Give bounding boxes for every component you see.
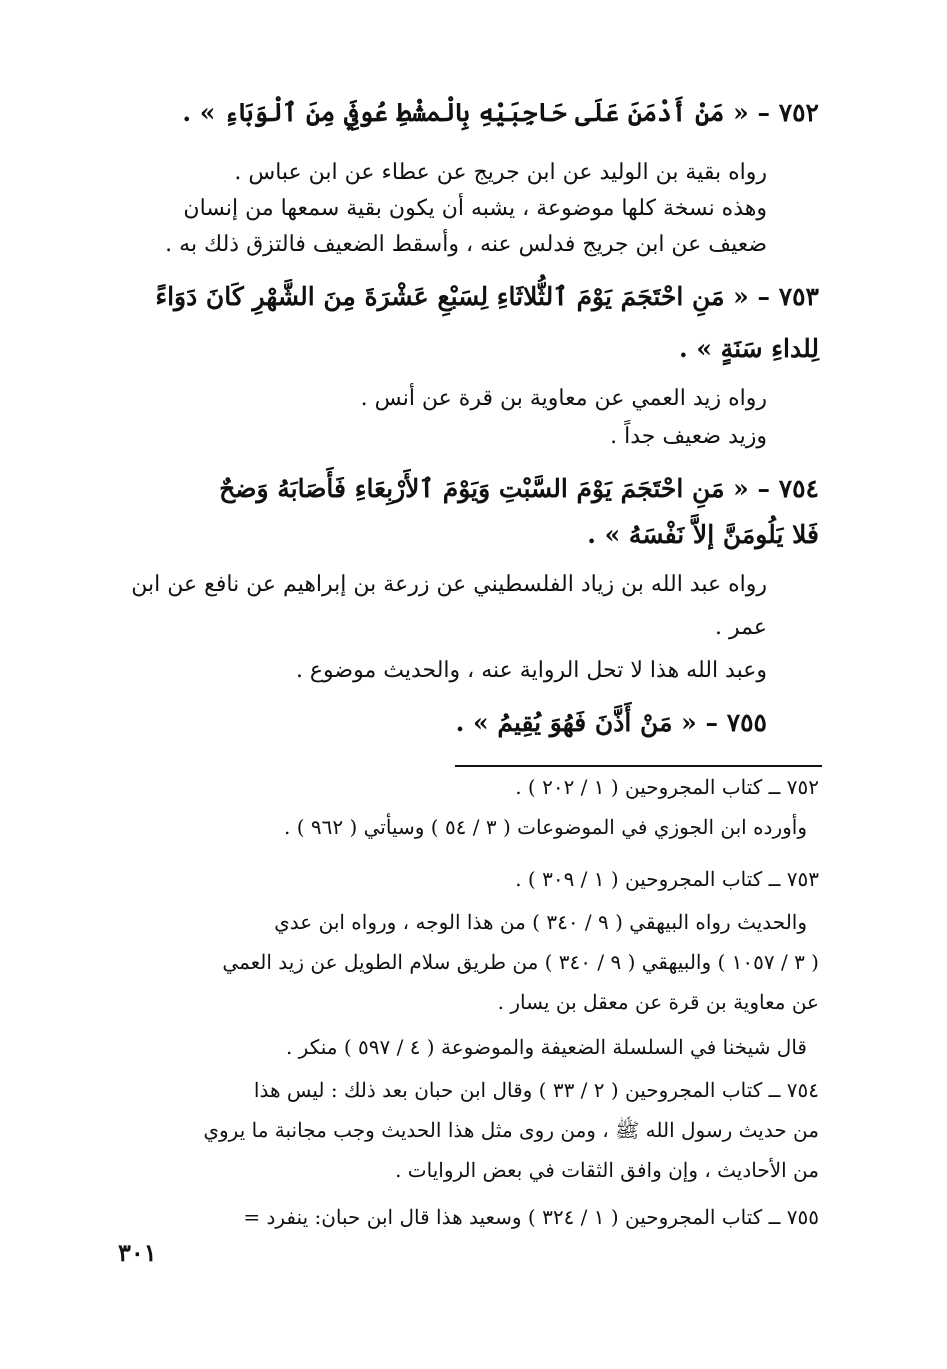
footnote-line: من الأحاديث ، وإن وافق الثقات في بعض الروايات .	[395, 1158, 819, 1182]
footnote-line: من حديث رسول الله ﷺ ، ومن روى مثل هذا الحديث وجب مجانبة ما يروي	[203, 1118, 819, 1142]
text-line: وعبد الله هذا لا تحل الرواية عنه ، والحديث موضوع .	[295, 658, 767, 683]
hadith-753-cont: لِلداءِ سَنَةٍ » .	[678, 334, 819, 363]
text-line: وزيد ضعيف جداً .	[610, 424, 767, 449]
footnote-755: ٧٥٥ ــ كتاب المجروحين ( ١ / ٣٢٤ ) وسعيد هذا قال ابن حبان: ينفرد =	[243, 1205, 819, 1229]
text-line: رواه زيد العمي عن معاوية بن قرة عن أنس .	[360, 386, 767, 411]
text-line: عمر .	[715, 615, 767, 640]
page-number: ٣٠١	[118, 1238, 157, 1267]
text-line: ضعيف عن ابن جريج فدلس عنه ، وأسقط الضعيف فالتزق ذلك به .	[165, 232, 767, 257]
footnote-separator	[455, 765, 822, 767]
footnote-754: ٧٥٤ ــ كتاب المجروحين ( ٢ / ٣٣ ) وقال ابن حبان بعد ذلك : ليس هذا	[253, 1078, 819, 1102]
footnote-line: والحديث رواه البيهقي ( ٩ / ٣٤٠ ) من هذا الوجه ، ورواه ابن عدي	[274, 910, 807, 934]
footnote-line: عن معاوية بن قرة عن معقل بن يسار .	[497, 990, 819, 1014]
footnote-line: ( ٣ / ١٠٥٧ ) والبيهقي ( ٩ / ٣٤٠ ) من طريق سلام الطويل عن زيد العمي	[222, 950, 819, 974]
footnote-753: ٧٥٣ ــ كتاب المجروحين ( ١ / ٣٠٩ ) .	[515, 867, 819, 891]
text-line: وهذه نسخة كلها موضوعة ، يشبه أن يكون بقية سمعها من إنسان	[183, 196, 767, 221]
text-line: رواه بقية بن الوليد عن ابن جريج عن عطاء عن ابن عباس .	[234, 160, 767, 185]
text-line: رواه عبد الله بن زياد الفلسطيني عن زرعة بن إبراهيم عن نافع عن ابن	[131, 572, 767, 597]
footnote-line: قال شيخنا في السلسلة الضعيفة والموضوعة ( ٤ / ٥٩٧ ) منكر .	[285, 1035, 807, 1059]
hadith-755: ٧٥٥ – « مَنْ أَذَّنَ فَهُوَ يُقِيمُ » .	[455, 708, 767, 737]
hadith-754-cont: فَلا يَلُومَنَّ إلاَّ نَفْسَهُ » .	[587, 520, 819, 549]
hadith-754: ٧٥٤ – « مَنِ احْتَجَمَ يَوْمَ السَّبْتِ وَيَوْمَ ٱلأَرْبِعَاءِ فَأَصَابَهُ وَضحٌ	[219, 474, 819, 503]
hadith-753: ٧٥٣ – « مَنِ احْتَجَمَ يَوْمَ ٱلثُّلاثَاءِ لِسَبْعِ عَشْرَةَ مِنَ الشَّهْرِ كَانَ دَوَاءً	[155, 282, 819, 311]
hadith-752: ٧٥٢ – « مَنْ أَدْمَنَ عَلَى حَاجِبَيْهِ بِالْمشْطِ عُوفِيَ مِنَ ٱلْوَبَاءِ » .	[182, 98, 819, 127]
footnote-line: وأورده ابن الجوزي في الموضوعات ( ٣ / ٥٤ ) وسيأتي ( ٩٦٢ ) .	[284, 815, 807, 839]
footnote-752: ٧٥٢ ــ كتاب المجروحين ( ١ / ٢٠٢ ) .	[515, 775, 819, 799]
